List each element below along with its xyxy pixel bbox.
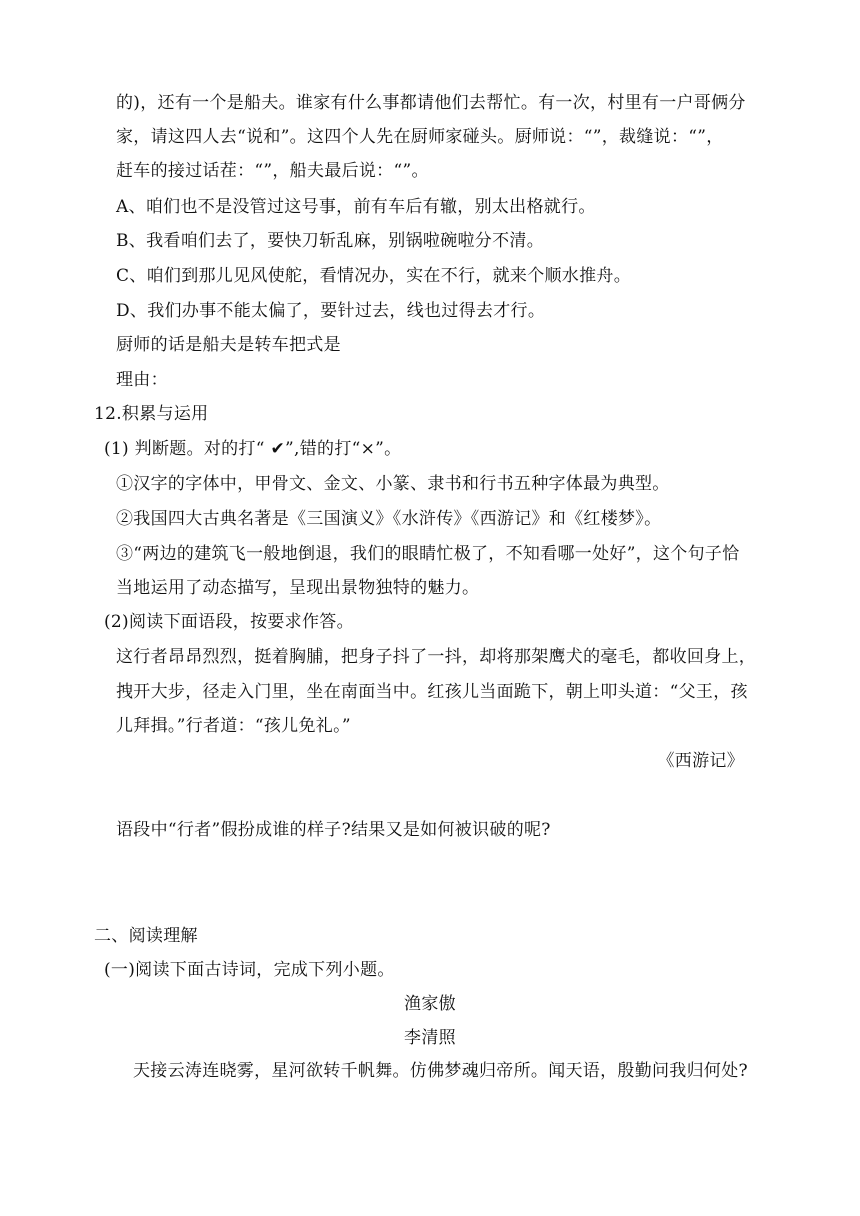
poem-reading-prompt: (一)阅读下面古诗词，完成下列小题。 [104,960,395,980]
section-2-title: 二、阅读理解 [94,926,198,946]
option-d: D、我们办事不能太偏了，要针过去，线也过得去才行。 [116,301,546,321]
reading-prompt: (2)阅读下面语段，按要求作答。 [104,612,354,632]
judgement-item-2: ②我国四大古典名著是《三国演义》《水浒传》《西游记》和《红楼梦》。 [116,509,662,529]
passage-question: 语段中“行者”假扮成谁的样子?结果又是如何被识破的呢? [116,820,551,840]
option-c: C、咱们到那儿见风使舵，看情况办，实在不行，就来个顺水推舟。 [116,266,632,286]
option-a: A、咱们也不是没管过这号事，前有车后有辙，别太出格就行。 [116,197,596,217]
answer-line: 厨师的话是船夫是转车把式是 [116,335,341,355]
judgement-item-3-line-2: 当地运用了动态描写，呈现出景物独特的魅力。 [116,578,480,598]
reason-line: 理由： [116,370,168,390]
option-b: B、我看咱们去了，要快刀斩乱麻，别锅啦碗啦分不清。 [116,231,544,251]
passage-source: 《西游记》 [657,751,744,771]
question-12-title: 12.积累与运用 [94,404,209,424]
poem-line-1: 天接云涛连晓雾，星河欲转千帆舞。仿佛梦魂归帝所。闻天语，殷勤问我归何处? [133,1061,748,1081]
judgement-prompt: (1) 判断题。对的打“ ✔”,错的打“×”。 [104,439,402,459]
story-text-line-3: 赶车的接过话茬：“”，船夫最后说：“”。 [116,161,429,181]
passage-line-1: 这行者昂昂烈烈，挺着胸脯，把身子抖了一抖，却将那架鹰犬的毫毛，都收回身上， [116,647,757,667]
judgement-item-3-line-1: ③“两边的建筑飞一般地倒退，我们的眼睛忙极了，不知看哪一处好”，这个句子恰 [116,544,740,564]
poem-title: 渔家傲 [404,994,456,1014]
story-text-line-2: 家，请这四人去“说和”。这四个人先在厨师家碰头。厨师说：“”，裁缝说：“”， [116,127,724,147]
poem-author: 李清照 [404,1028,456,1048]
judgement-item-1: ①汉字的字体中，甲骨文、金文、小篆、隶书和行书五种字体最为典型。 [116,474,670,494]
story-text-line-1: 的)，还有一个是船夫。谁家有什么事都请他们去帮忙。有一次，村里有一户哥俩分 [116,93,746,113]
passage-line-2: 拽开大步，径走入门里，坐在南面当中。红孩儿当面跪下，朝上叩头道：“父王，孩 [116,682,748,702]
passage-line-3: 儿拜揖。”行者道：“孩儿免礼。” [116,716,351,736]
